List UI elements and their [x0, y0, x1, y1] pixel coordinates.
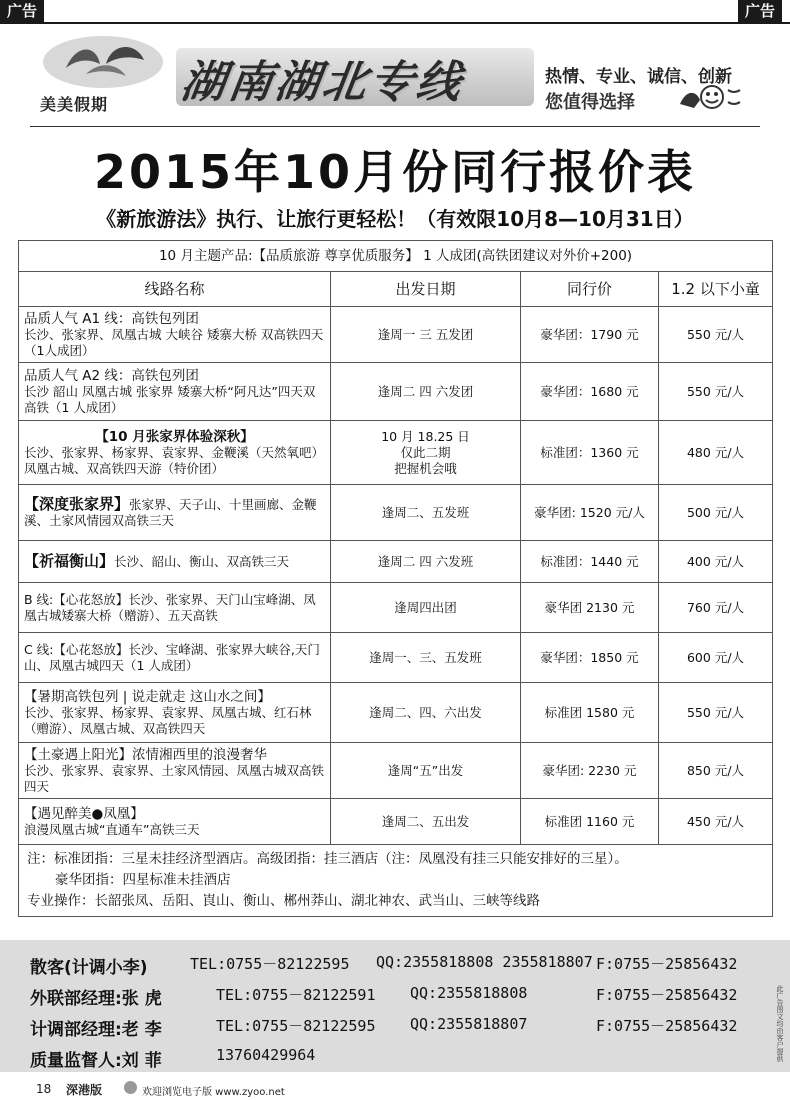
smiley-icon: [676, 82, 746, 112]
child-price-cell: 600 元/人: [659, 633, 773, 683]
notes-row: [19, 845, 773, 917]
website-text: 欢迎浏览电子版 www.zyoo.net: [142, 1087, 285, 1098]
price-cell: 标准团 1580 元: [521, 683, 659, 743]
route-title: 品质人气 A1 线：高铁包列团: [24, 310, 199, 327]
contact-qq: QQ:2355818808: [410, 984, 528, 1002]
date-cell: 逢周“五”出发: [331, 743, 521, 799]
route-description-text: 长沙、张家界、袁家界、土家风情园、凤凰古城双高铁四天: [24, 762, 325, 794]
child-price-cell: 760 元/人: [659, 583, 773, 633]
ad-tag-right: 广告: [738, 0, 782, 22]
route-description-text: 长沙、张家界、杨家界、袁家界、金鞭溪（天然氧吧）凤凰古城、双高铁四天游（特价团）: [24, 444, 325, 476]
top-rule: [0, 22, 790, 24]
theme-row: [19, 241, 773, 272]
table-row: [19, 683, 773, 743]
edition-label: 深港版: [66, 1083, 103, 1097]
child-price-cell: 500 元/人: [659, 485, 773, 541]
contact-name: 散客(计调小李): [30, 958, 148, 978]
page-number: 18: [36, 1082, 52, 1096]
route-description-text: 张家界、天子山、十里画廊、金鞭溪、土家风情园双高铁三天: [24, 497, 317, 528]
header-child: 1.2 以下小童: [659, 272, 773, 307]
route-title: 【深度张家界】: [24, 495, 130, 513]
route-title: 【祈福衡山】: [24, 552, 115, 570]
edition-icon: [124, 1081, 137, 1094]
price-cell: 标准团：1440 元: [521, 541, 659, 583]
route-cell: [19, 307, 331, 363]
contact-tel: TEL:0755－82122591: [216, 986, 376, 1004]
route-cell: [19, 541, 331, 583]
price-cell: 豪华团：1850 元: [521, 633, 659, 683]
contact-fax: F:0755－25856432: [596, 1017, 738, 1035]
note-line: 豪华团指：四星标准未挂酒店: [55, 872, 231, 888]
date-cell: 逢周二、四、六出发: [331, 683, 521, 743]
route-description-text: C 线:【心花怒放】长沙、宝峰湖、张家界大峡谷,天门山、凤凰古城四天（1 人成团）: [24, 641, 320, 673]
contact-name: 质量监督人:刘 菲: [30, 1051, 162, 1071]
contact-qq: QQ:2355818807: [410, 1015, 528, 1033]
price-cell: 标准团：1360 元: [521, 421, 659, 485]
price-cell: 豪华团: 2230 元: [521, 743, 659, 799]
contact-row: [30, 1015, 770, 1045]
contact-fax: F:0755－25856432: [596, 955, 738, 973]
contact-name: 计调部经理:老 李: [30, 1020, 162, 1040]
child-price-cell: 400 元/人: [659, 541, 773, 583]
price-cell: 标准团 1160 元: [521, 799, 659, 845]
route-description-text: 长沙、韶山、衡山、双高铁三天: [114, 554, 290, 569]
contact-name: 外联部经理:张 虎: [30, 989, 162, 1009]
child-price-cell: 450 元/人: [659, 799, 773, 845]
contact-tel: 13760429964: [216, 1046, 316, 1064]
contact-tel: TEL:0755－82122595: [190, 955, 350, 973]
route-title: 【土豪遇上阳光】浓情湘西里的浪漫奢华: [24, 746, 267, 763]
table-row: [19, 583, 773, 633]
date-cell: 逢周四出团: [331, 583, 521, 633]
price-cell: 豪华团：1680 元: [521, 363, 659, 421]
date-cell: 逢周二、五发班: [331, 485, 521, 541]
child-price-cell: 550 元/人: [659, 307, 773, 363]
route-title: 【遇见醉美●凤凰】: [24, 805, 144, 822]
table-row: [19, 541, 773, 583]
contact-row: [30, 984, 770, 1014]
route-title: 【暑期高铁包列 | 说走就走 这山水之间】: [24, 688, 271, 705]
page-title: 2015年10月份同行报价表: [93, 145, 697, 199]
route-cell: [19, 363, 331, 421]
child-price-cell: 550 元/人: [659, 363, 773, 421]
table-row: [19, 421, 773, 485]
route-description-text: 长沙、张家界、凤凰古城 大峡谷 矮寨大桥 双高铁四天（1人成团）: [24, 326, 324, 358]
table-row: [19, 799, 773, 845]
route-description-text: B 线:【心花怒放】长沙、张家界、天门山宝峰湖、凤凰古城矮寨大桥（赠游）、五天高铁: [24, 591, 316, 623]
contact-row: [30, 1046, 770, 1076]
side-disclaimer: 此广告图文均由客户提供: [776, 985, 784, 1062]
date-cell: 逢周二 四 六发班: [331, 541, 521, 583]
table-row: [19, 363, 773, 421]
date-cell: 逢周一、三、五发班: [331, 633, 521, 683]
route-title: 品质人气 A2 线：高铁包列团: [24, 367, 199, 384]
header-route: 线路名称: [19, 272, 331, 307]
page-footer: [0, 1078, 790, 1100]
route-description-text: 长沙 韶山 凤凰古城 张家界 矮寨大桥“阿凡达”四天双高铁（1 人成团）: [24, 383, 316, 415]
child-price-cell: 550 元/人: [659, 683, 773, 743]
route-cell: [19, 633, 331, 683]
table-row: [19, 485, 773, 541]
header-price: 同行价: [521, 272, 659, 307]
ad-tag-left: 广告: [0, 0, 44, 22]
child-price-cell: 850 元/人: [659, 743, 773, 799]
route-cell: [19, 485, 331, 541]
date-cell: 逢周二、五出发: [331, 799, 521, 845]
table-row: [19, 633, 773, 683]
route-cell: [19, 583, 331, 633]
header-date: 出发日期: [331, 272, 521, 307]
price-cell: 豪华团：1790 元: [521, 307, 659, 363]
note-line: 专业操作：长韶张凤、岳阳、崀山、衡山、郴州莽山、湖北神农、武当山、三峡等线路: [27, 893, 540, 909]
page-subtitle: 《新旅游法》执行、让旅行更轻松！（有效限10月8—10月31日）: [96, 207, 694, 231]
contact-panel: [0, 940, 790, 1072]
note-line: 注：标准团指：三星未挂经济型酒店。高级团指：挂三酒店（注：凤凰没有挂三只能安排好的三星）。: [27, 851, 628, 867]
table-row: [19, 307, 773, 363]
route-description-text: 浪漫凤凰古城“直通车”高铁三天: [24, 821, 200, 837]
route-description-text: 长沙、张家界、杨家界、袁家界、凤凰古城、红石林（赠游）、凤凰古城、双高铁四天: [24, 704, 312, 736]
contact-qq: QQ:2355818808 2355818807: [376, 953, 593, 971]
slogan: 热情、专业、诚信、创新: [545, 67, 732, 87]
theme-cell: 10 月主题产品:【品质旅游 尊享优质服务】 1 人成团(高铁团建议对外价+200): [19, 241, 773, 272]
notes-cell: [19, 845, 773, 917]
date-cell: 10 月 18.25 日 仅此二期 把握机会哦: [331, 421, 521, 485]
price-cell: 豪华团: 1520 元/人: [521, 485, 659, 541]
header-divider: [30, 126, 760, 127]
route-cell: [19, 683, 331, 743]
date-cell: 逢周一 三 五发团: [331, 307, 521, 363]
route-cell: [19, 743, 331, 799]
banner-title: 湖南湖北专线: [177, 57, 467, 108]
route-cell: [19, 421, 331, 485]
header-row: [19, 272, 773, 307]
price-cell: 豪华团 2130 元: [521, 583, 659, 633]
contact-fax: F:0755－25856432: [596, 986, 738, 1004]
tagline: 您值得选择: [545, 92, 635, 113]
child-price-cell: 480 元/人: [659, 421, 773, 485]
date-cell: 逢周二 四 六发团: [331, 363, 521, 421]
brand-name: 美美假期: [40, 95, 109, 114]
price-table: [18, 240, 773, 917]
route-cell: [19, 799, 331, 845]
contact-tel: TEL:0755－82122595: [216, 1017, 376, 1035]
contact-row: [30, 953, 770, 983]
route-title: 【10 月张家界体验深秋】: [95, 428, 254, 445]
table-row: [19, 743, 773, 799]
